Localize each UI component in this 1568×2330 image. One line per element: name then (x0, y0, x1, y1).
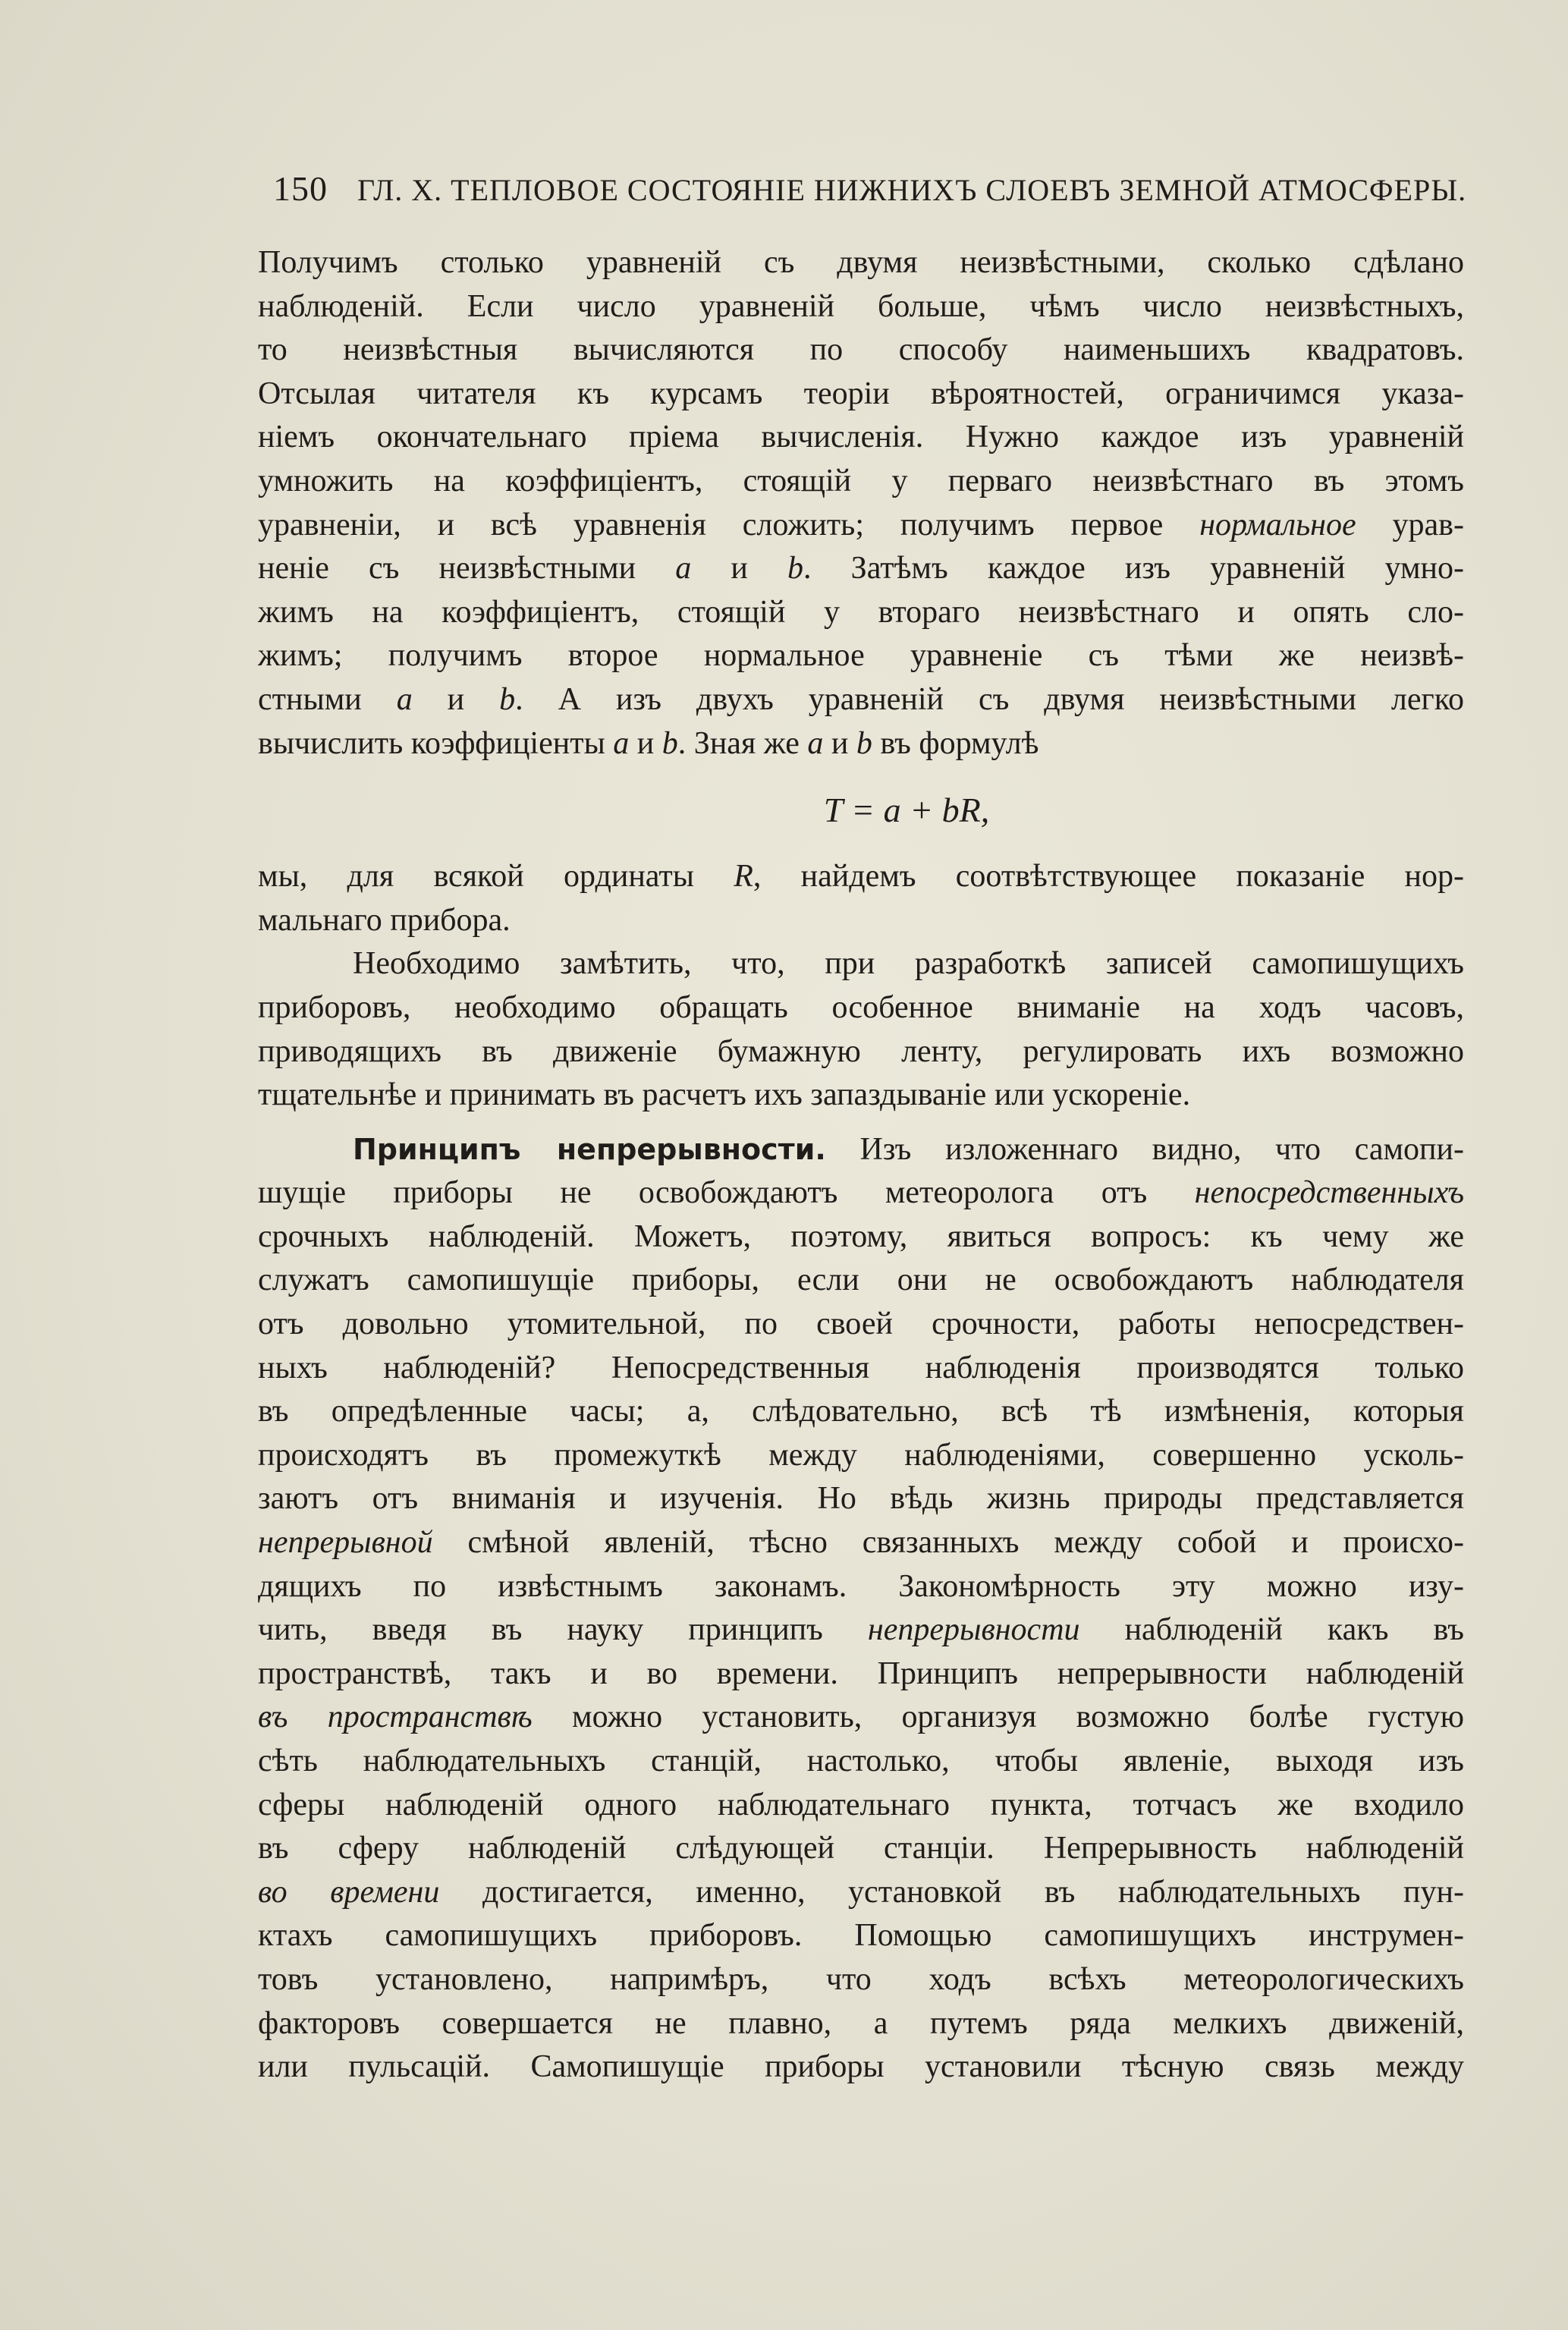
text-line: то неизвѣстныя вычисляются по способу наименьшихъ квадратовъ. (258, 332, 1464, 368)
emphasis: нормальное (1199, 507, 1356, 542)
text-line: Принципъ непрерывности. Изъ изложеннаго видно, что самопи- (353, 1131, 1464, 1167)
text-line: неніе съ неизвѣстными a и b. Затѣмъ каждое изъ уравненій умно- (258, 551, 1464, 586)
text-line: во времени достигается, именно, установкой въ наблюдательныхъ пун- (258, 1874, 1464, 1910)
text-line: наблюденій. Если число уравненій больше, чѣмъ число неизвѣстныхъ, (258, 288, 1464, 324)
text-line: срочныхъ наблюденій. Можетъ, поэтому, явиться вопросъ: къ чему же (258, 1218, 1464, 1254)
variable: b (787, 551, 804, 586)
text-line: ктахъ самопишущихъ приборовъ. Помощью самопишущихъ инструмен- (258, 1918, 1464, 1954)
formula: T = a + bR, (823, 791, 990, 830)
emphasis: непосредственныхъ (1194, 1175, 1464, 1211)
text-line: шущіе приборы не освобождаютъ метеоролога отъ непосредственныхъ (258, 1175, 1464, 1211)
text-line: происходятъ въ промежуткѣ между наблюденіями, совершенно усколь- (258, 1437, 1464, 1473)
emphasis: во времени (258, 1874, 440, 1910)
text-line: жимъ на коэффиціентъ, стоящій у втораго неизвѣстнаго и опять сло- (258, 594, 1464, 630)
section-heading: Принципъ непрерывности. (353, 1132, 826, 1166)
body-text (258, 241, 1464, 2089)
emphasis: въ пространствѣ (258, 1700, 533, 1735)
variable: a (396, 681, 413, 717)
page-number: 150 (273, 169, 328, 208)
variable: b (499, 681, 516, 717)
text-line: товъ установлено, напримѣръ, что ходъ всѣхъ метеорологическихъ (258, 1961, 1464, 1997)
text-line: мальнаго прибора. (258, 902, 511, 938)
text-line: стными a и b. А изъ двухъ уравненій съ двумя неизвѣстными легко (258, 681, 1464, 717)
text-line: заютъ отъ вниманія и изученія. Но вѣдь жизнь природы представляется (258, 1481, 1464, 1517)
text-line: пространствѣ, такъ и во времени. Принципъ непрерывности наблюденій (258, 1656, 1464, 1691)
text-line: Необходимо замѣтить, что, при разработкѣ записей самопишущихъ (353, 946, 1464, 982)
text-line: ніемъ окончательнаго пріема вычисленія. Нужно каждое изъ уравненій (258, 420, 1464, 455)
text-line: Отсылая читателя къ курсамъ теоріи вѣроятностей, ограничимся указа- (258, 376, 1464, 411)
text-line: жимъ; получимъ второе нормальное уравненіе съ тѣми же неизвѣ- (258, 638, 1464, 674)
text-line: тщательнѣе и принимать въ расчетъ ихъ запаздываніе или ускореніе. (258, 1077, 1191, 1113)
running-header (273, 168, 1467, 209)
text-line: отъ довольно утомительной, по своей срочности, работы непосредствен- (258, 1306, 1464, 1342)
variable: a (675, 551, 692, 586)
text-line: умножить на коэффиціентъ, стоящій у перваго неизвѣстнаго въ этомъ (258, 463, 1464, 498)
text-line: сѣть наблюдательныхъ станцій, настолько, чтобы явленіе, выходя изъ (258, 1744, 1464, 1778)
variable: R (734, 859, 753, 895)
text-line: непрерывной смѣной явленій, тѣсно связанныхъ между собой и происхо- (258, 1525, 1464, 1561)
text-line: приводящихъ въ движеніе бумажную ленту, регулировать ихъ возможно (258, 1033, 1464, 1069)
text-line: или пульсацій. Самопишущіе приборы установили тѣсную связь между (258, 2049, 1464, 2085)
text-line: уравненіи, и всѣ уравненія сложить; получимъ первое нормальное урав- (258, 507, 1464, 542)
text-line: въ пространствѣ можно установить, организуя возможно болѣе густую (258, 1700, 1464, 1735)
text-line: вычислить коэффиціенты a и b. Зная же a и b въ формулѣ (258, 725, 1039, 761)
text-line: чить, введя въ науку принципъ непрерывности наблюденій какъ въ (258, 1612, 1464, 1648)
text-line: служатъ самопишущіе приборы, если они не освобождаютъ наблюдателя (258, 1262, 1464, 1298)
variable: a (613, 725, 630, 761)
emphasis: непрерывной (258, 1525, 433, 1561)
text-line: факторовъ совершается не плавно, а путемъ ряда мелкихъ движеній, (258, 2005, 1464, 2041)
text-line: дящихъ по извѣстнымъ законамъ. Закономѣрность эту можно изу- (258, 1568, 1464, 1604)
text-line: ныхъ наблюденій? Непосредственныя наблюденія производятся только (258, 1350, 1464, 1385)
text-line: сферы наблюденій одного наблюдательнаго пункта, тотчасъ же входило (258, 1787, 1464, 1822)
chapter-title: ГЛ. X. ТЕПЛОВОЕ СОСТОЯНІЕ НИЖНИХЪ СЛОЕВЪ ЗЕМНОЙ АТМОСФЕРЫ. (357, 173, 1467, 207)
text-line: въ опредѣленные часы; а, слѣдовательно, всѣ тѣ измѣненія, которыя (258, 1394, 1464, 1429)
variable: b (856, 725, 872, 761)
text-line: Получимъ столько уравненій съ двумя неизвѣстными, сколько сдѣлано (258, 245, 1464, 280)
emphasis: непрерывности (867, 1612, 1080, 1648)
text-line: мы, для всякой ординаты R, найдемъ соотвѣтствующее показаніе нор- (258, 859, 1464, 895)
variable: a (807, 725, 824, 761)
text-line: въ сферу наблюденій слѣдующей станціи. Непрерывность наблюденій (258, 1831, 1464, 1866)
text-line: приборовъ, необходимо обращать особенное вниманіе на ходъ часовъ, (258, 989, 1464, 1025)
variable: b (661, 725, 678, 761)
paragraph-gap (258, 1118, 1464, 1128)
